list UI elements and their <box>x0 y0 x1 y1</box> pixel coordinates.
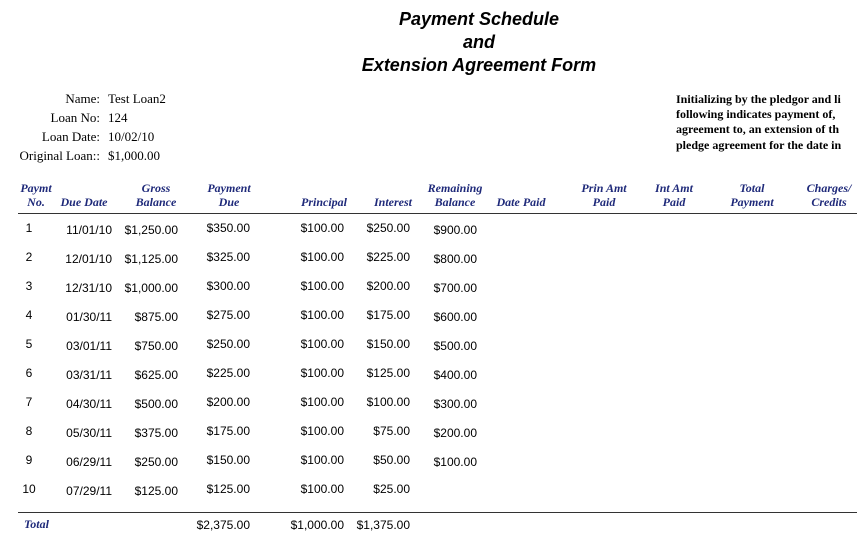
row-remaining-balance: $400.00 <box>433 368 477 382</box>
row-gross-balance: $1,000.00 <box>124 281 178 295</box>
row-due-date: 06/29/11 <box>66 455 112 469</box>
header-charges-credits: Charges/ Credits <box>806 181 852 209</box>
row-remaining-balance: $300.00 <box>433 397 477 411</box>
row-no: 2 <box>25 250 33 264</box>
header-int-amt-paid: Int Amt Paid <box>655 181 693 209</box>
row-payment-due: $200.00 <box>206 395 250 409</box>
row-no: 8 <box>25 424 33 438</box>
total-divider <box>18 512 857 513</box>
row-payment-due: $175.00 <box>206 424 250 438</box>
name-label: Name: <box>65 91 100 106</box>
loan-date-label: Loan Date: <box>41 129 100 144</box>
row-due-date: 12/31/10 <box>65 281 112 295</box>
row-interest: $225.00 <box>366 250 410 264</box>
page-title-line2: and <box>462 32 495 52</box>
row-interest: $125.00 <box>366 366 410 380</box>
row-due-date: 01/30/11 <box>66 310 112 324</box>
row-interest: $150.00 <box>366 337 410 351</box>
original-loan-value: $1,000.00 <box>108 148 160 163</box>
row-principal: $100.00 <box>300 308 344 322</box>
row-payment-due: $225.00 <box>206 366 250 380</box>
row-no: 4 <box>25 308 33 322</box>
total-interest: $1,375.00 <box>356 518 410 532</box>
row-payment-due: $300.00 <box>206 279 250 293</box>
row-no: 7 <box>25 395 33 409</box>
row-principal: $100.00 <box>300 453 344 467</box>
header-remaining-balance: Remaining Balance <box>427 181 483 209</box>
notice-line4: pledge agreement for the date in <box>676 138 842 152</box>
header-interest: Interest <box>373 195 412 209</box>
row-interest: $100.00 <box>366 395 410 409</box>
row-due-date: 07/29/11 <box>66 484 112 498</box>
row-no: 9 <box>25 453 33 467</box>
row-interest: $250.00 <box>366 221 410 235</box>
loan-date-value: 10/02/10 <box>108 129 155 144</box>
row-remaining-balance: $900.00 <box>433 223 477 237</box>
row-remaining-balance: $100.00 <box>433 455 477 469</box>
row-gross-balance: $1,125.00 <box>124 252 178 266</box>
row-due-date: 03/01/11 <box>66 339 112 353</box>
total-principal: $1,000.00 <box>290 518 344 532</box>
row-remaining-balance: $200.00 <box>433 426 477 440</box>
row-remaining-balance: $500.00 <box>433 339 477 353</box>
row-no: 1 <box>25 221 33 235</box>
row-principal: $100.00 <box>300 424 344 438</box>
row-interest: $50.00 <box>373 453 410 467</box>
row-payment-due: $350.00 <box>206 221 250 235</box>
row-due-date: 12/01/10 <box>65 252 112 266</box>
row-gross-balance: $125.00 <box>134 484 178 498</box>
total-payment: $2,375.00 <box>196 518 250 532</box>
header-gross-balance: Gross Balance <box>135 181 177 209</box>
row-principal: $100.00 <box>300 250 344 264</box>
header-paymt-no: Paymt No. <box>20 181 52 209</box>
row-no: 6 <box>25 366 33 380</box>
page-title-line3: Extension Agreement Form <box>361 55 597 75</box>
row-due-date: 11/01/10 <box>66 223 112 237</box>
row-gross-balance: $375.00 <box>134 426 178 440</box>
row-principal: $100.00 <box>300 279 344 293</box>
row-no: 10 <box>22 482 36 496</box>
notice-line2: following indicates payment of, <box>676 107 836 121</box>
row-gross-balance: $500.00 <box>134 397 178 411</box>
row-principal: $100.00 <box>300 395 344 409</box>
row-gross-balance: $250.00 <box>134 455 178 469</box>
row-gross-balance: $875.00 <box>134 310 178 324</box>
row-gross-balance: $1,250.00 <box>124 223 178 237</box>
header-total-payment: Total Payment <box>730 181 774 209</box>
loan-no-label: Loan No: <box>50 110 100 125</box>
row-no: 3 <box>25 279 33 293</box>
row-payment-due: $275.00 <box>206 308 250 322</box>
row-no: 5 <box>25 337 33 351</box>
row-interest: $25.00 <box>373 482 410 496</box>
header-divider <box>18 213 857 214</box>
row-interest: $175.00 <box>366 308 410 322</box>
row-gross-balance: $750.00 <box>134 339 178 353</box>
row-payment-due: $325.00 <box>206 250 250 264</box>
row-principal: $100.00 <box>300 337 344 351</box>
name-value: Test Loan2 <box>108 91 166 106</box>
row-due-date: 03/31/11 <box>66 368 112 382</box>
header-principal: Principal <box>300 195 347 209</box>
row-payment-due: $125.00 <box>206 482 250 496</box>
row-principal: $100.00 <box>300 366 344 380</box>
original-loan-label: Original Loan:: <box>19 148 100 163</box>
total-label: Total <box>24 517 49 531</box>
row-principal: $100.00 <box>300 221 344 235</box>
row-gross-balance: $625.00 <box>134 368 178 382</box>
row-remaining-balance: $800.00 <box>433 252 477 266</box>
header-prin-amt-paid: Prin Amt Paid <box>581 181 627 209</box>
page-title-line1: Payment Schedule <box>398 9 560 29</box>
row-principal: $100.00 <box>300 482 344 496</box>
row-payment-due: $150.00 <box>206 453 250 467</box>
row-due-date: 05/30/11 <box>66 426 112 440</box>
notice-line1: Initializing by the pledgor and li <box>676 92 841 106</box>
row-payment-due: $250.00 <box>206 337 250 351</box>
row-interest: $75.00 <box>373 424 410 438</box>
row-remaining-balance: $600.00 <box>433 310 477 324</box>
header-payment-due: Payment Due <box>207 181 251 209</box>
row-due-date: 04/30/11 <box>66 397 112 411</box>
row-interest: $200.00 <box>366 279 410 293</box>
header-due-date: Due Date <box>60 195 108 209</box>
header-date-paid: Date Paid <box>496 195 546 209</box>
row-remaining-balance: $700.00 <box>433 281 477 295</box>
notice-line3: agreement to, an extension of th <box>676 122 840 136</box>
loan-no-value: 124 <box>108 110 128 125</box>
